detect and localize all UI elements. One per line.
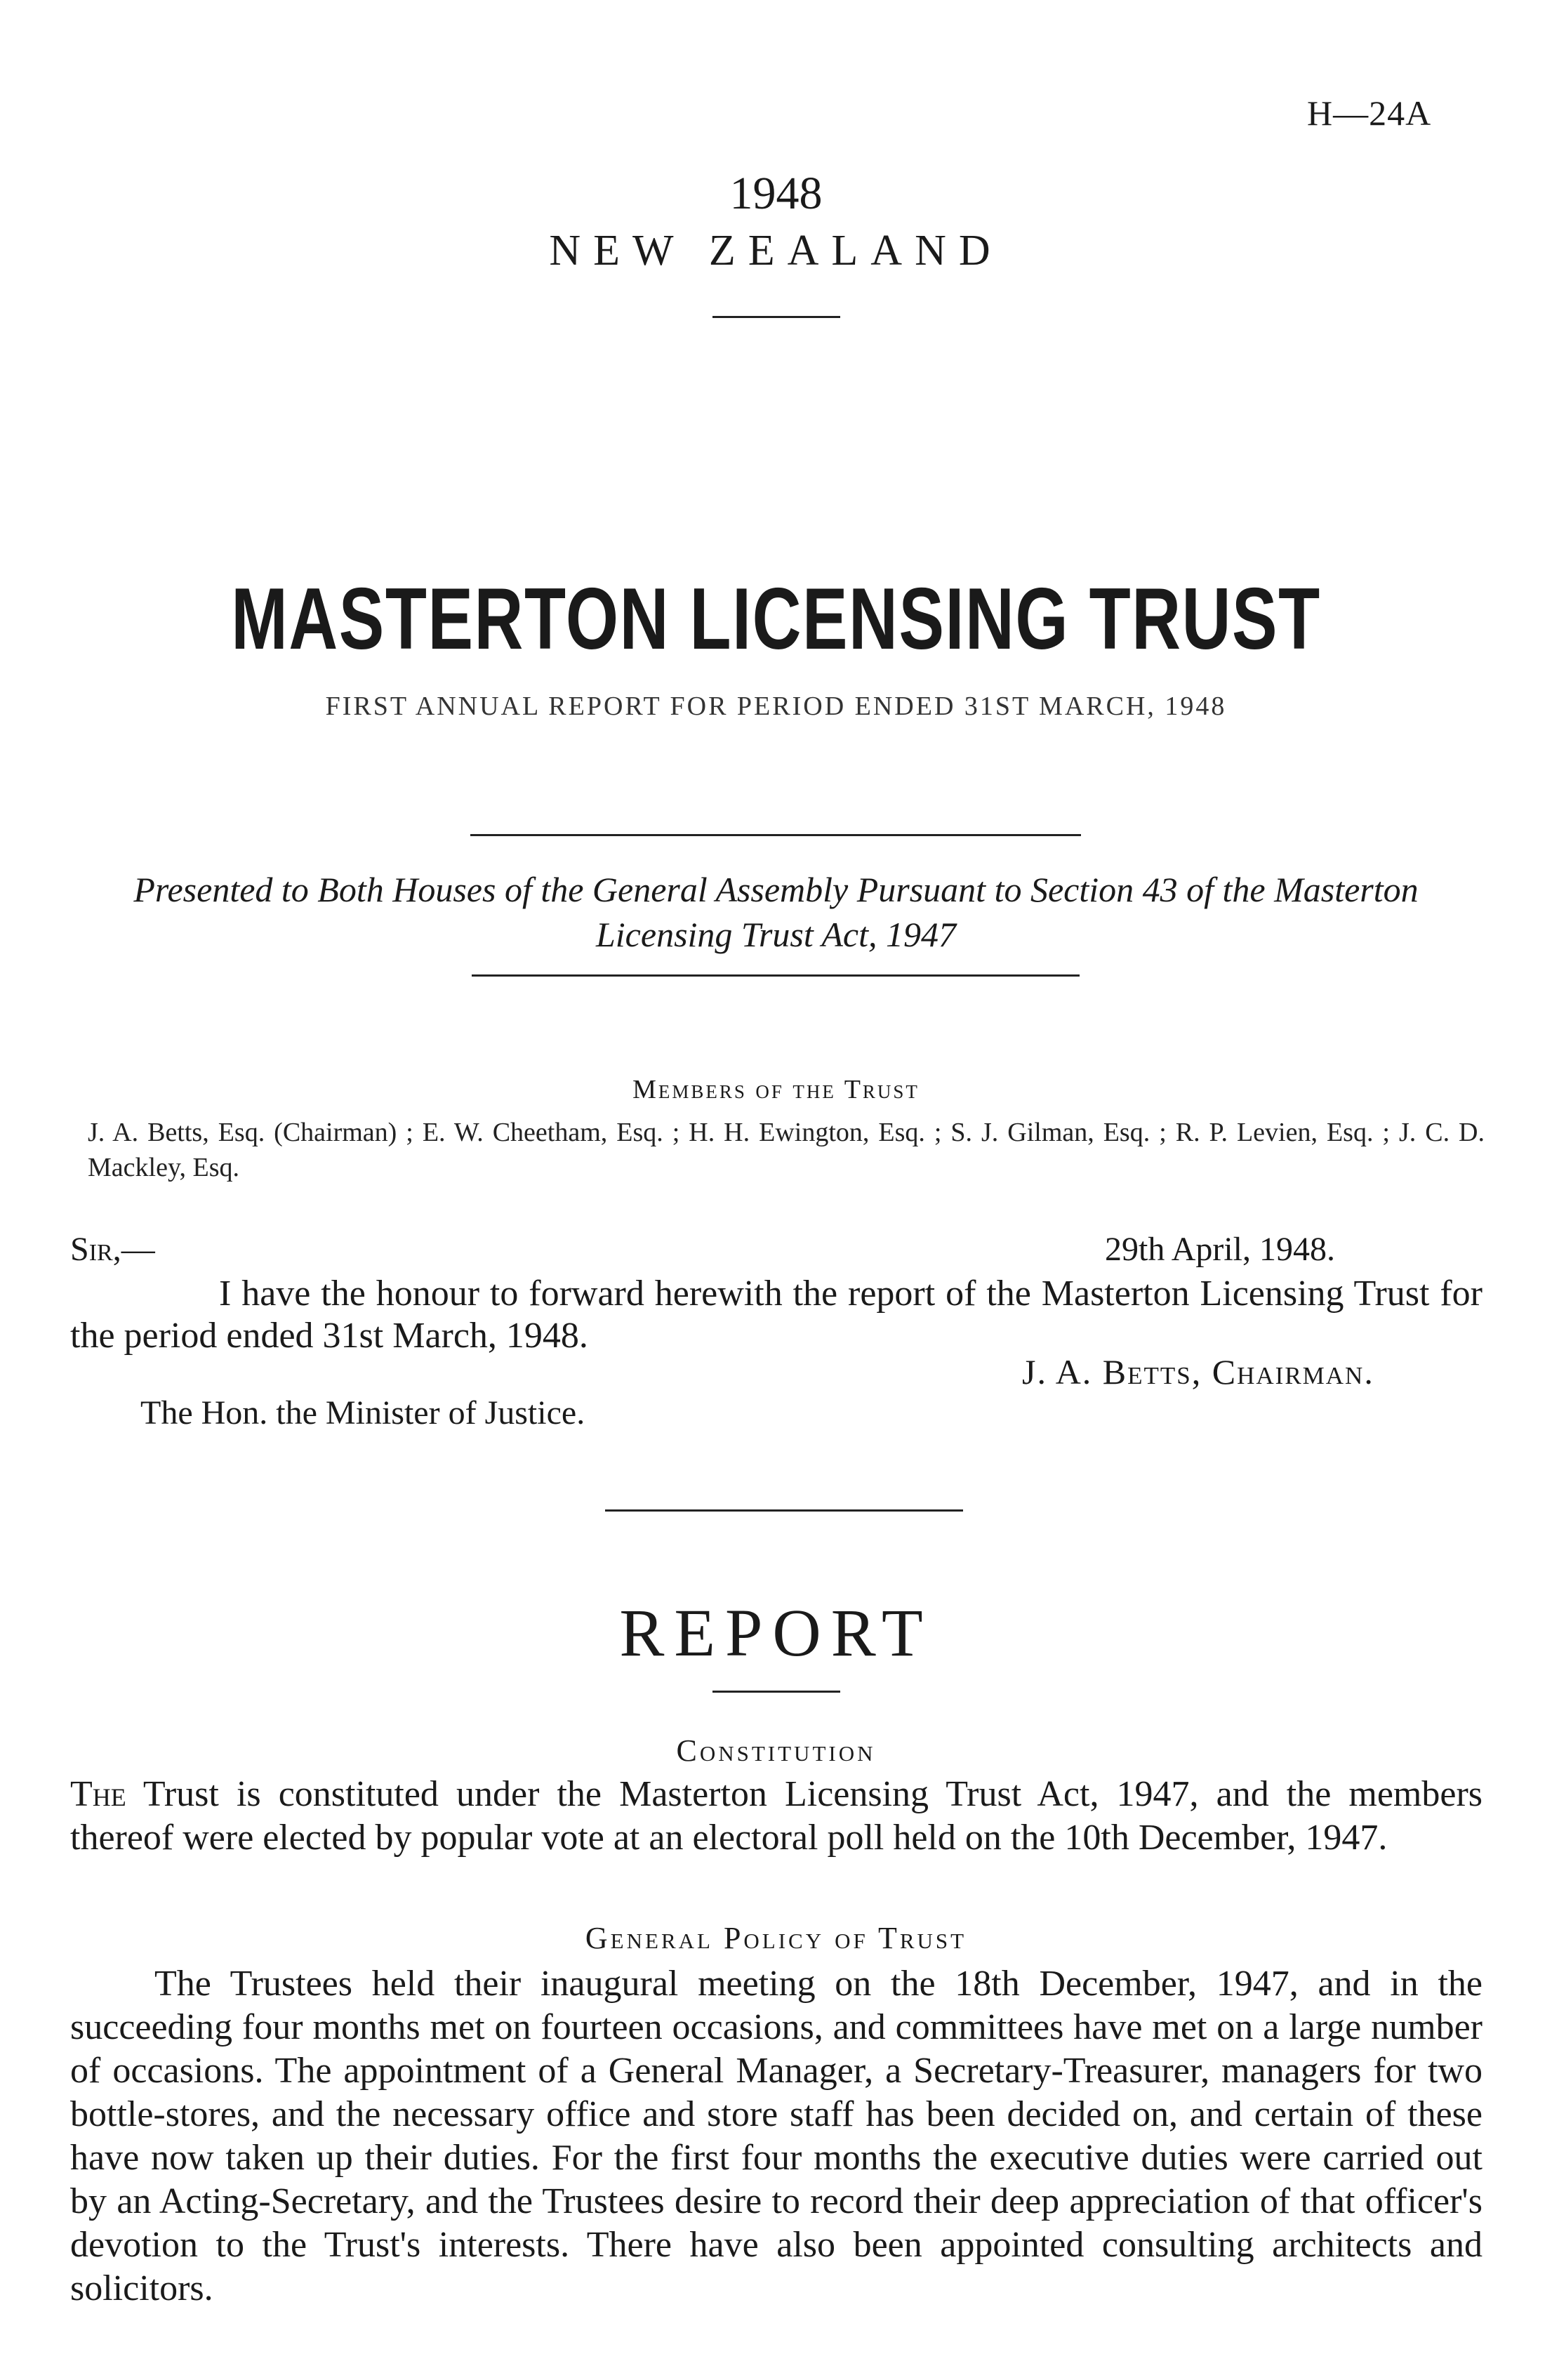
section-heading-policy: General Policy of Trust [585,1921,967,1955]
letter-body [70,1273,1483,1357]
section-policy-text: The Trustees held their inaugural meeting on the 18th December, 1947, and in the succeeding four months met on fourteen occasions, and committees have met on a large number of occasions. The appointment of a General Manager, a Secretary-Treasurer, managers for two bottle-stores, and the necessary office and store staff has been decided on, and certain of these have now taken up their duties. For the first four months the executive duties were carried out by an Acting-Secretary, and the Trustees desire to record their deep appreciation of that officer's devotion to the Trust's interests. There have also been appointed consulting architects and solicitors. [70,1964,1483,2308]
divider [472,974,1080,977]
divider [712,1691,840,1693]
section-heading-constitution: Constitution [676,1733,876,1768]
letter-body-text: I have the honour to forward herewith the report of the Masterton Licensing Trust for the period ended 31st March, 1948. [70,1274,1483,1356]
section-lead-word: The [70,1774,126,1814]
letter-signature: J. A. Betts, Chairman. [1022,1352,1374,1391]
publication-year: 1948 [729,168,823,219]
section-constitution-text: Trust is constituted under the Masterton Licensing Trust Act, 1947, and the members thereof were elected by popular vote at an electoral poll held on the 10th December, 1947. [70,1774,1483,1858]
divider [712,316,840,318]
country-heading: NEW ZEALAND [549,227,1003,275]
document-reference: H—24A [1307,93,1432,133]
letter-salutation: Sir,— [70,1231,155,1268]
letter-recipient: The Hon. the Minister of Justice. [140,1394,585,1432]
members-heading: Members of the Trust [632,1075,920,1104]
letter-date: 29th April, 1948. [1105,1231,1336,1268]
page-title: MASTERTON LICENSING TRUST [231,571,1321,668]
page-subtitle: FIRST ANNUAL REPORT FOR PERIOD ENDED 31ST MARCH, 1948 [325,692,1227,721]
members-list: J. A. Betts, Esq. (Chairman) ; E. W. Cheetham, Esq. ; H. H. Ewington, Esq. ; S. J. Gilman, Esq. ; R. P. Levien, Esq. ; J. C. D. Mackley, Esq. [88,1118,1485,1182]
report-heading: REPORT [619,1595,933,1670]
section-constitution [70,1773,1483,1860]
divider [605,1509,963,1512]
presentation-statement: Presented to Both Houses of the General Assembly Pursuant to Section 43 of the Masterton Licensing Trust Act, 1947 [133,870,1419,954]
divider [470,834,1081,836]
